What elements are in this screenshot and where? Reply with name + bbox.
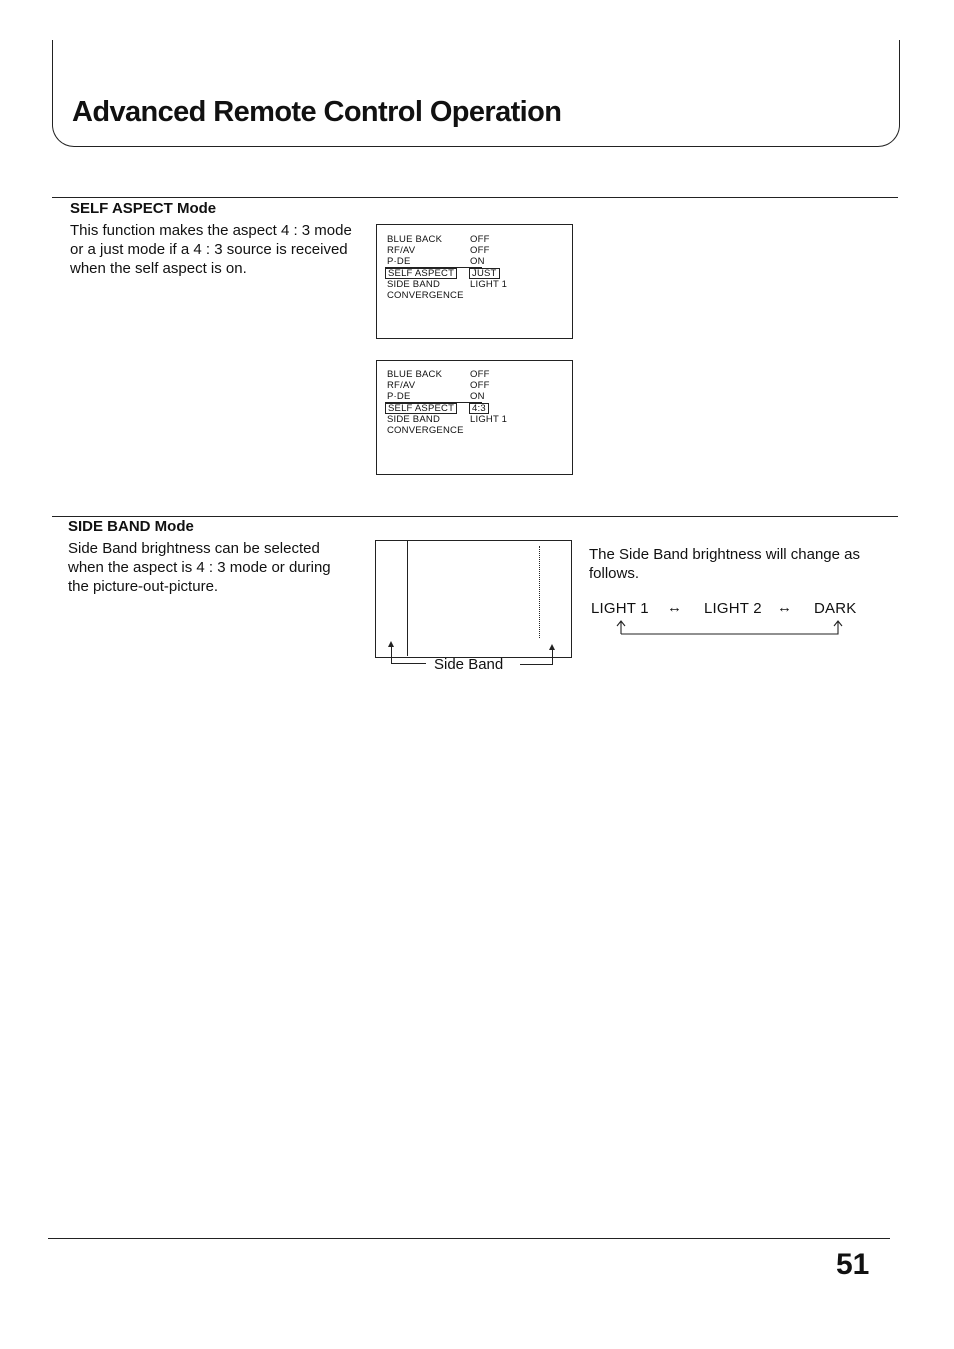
self-aspect-heading: SELF ASPECT Mode	[70, 200, 217, 217]
osd-row-self-aspect	[377, 403, 572, 414]
osd-value: LIGHT 1	[470, 414, 508, 425]
section-rule-self-aspect	[52, 197, 898, 198]
osd-row-p-de	[385, 256, 485, 268]
osd-menu-just	[376, 224, 573, 339]
tv-screen-diagram	[375, 540, 572, 658]
osd-row-convergence	[377, 290, 572, 301]
osd-label: BLUE BACK	[387, 234, 443, 245]
cycle-step-light1: LIGHT 1	[591, 600, 649, 617]
osd-value: 4:3	[469, 403, 489, 414]
osd-row-blue-back	[377, 369, 572, 380]
osd-label: SIDE BAND	[387, 279, 441, 290]
cycle-step-dark: DARK	[814, 600, 857, 617]
side-band-heading: SIDE BAND Mode	[68, 518, 194, 535]
osd-value: JUST	[469, 268, 500, 279]
osd-row-convergence	[377, 425, 572, 436]
left-band-pointer	[391, 646, 392, 663]
side-band-label: Side Band	[434, 656, 504, 673]
osd-label: CONVERGENCE	[387, 290, 464, 301]
header-frame	[52, 40, 900, 147]
osd-value: ON	[470, 256, 485, 267]
osd-label: SIDE BAND	[387, 414, 441, 425]
osd-label: P·DE	[387, 391, 411, 402]
osd-row-rf-av	[377, 245, 572, 256]
side-band-left-edge	[407, 541, 408, 656]
osd-row-side-band	[377, 414, 572, 425]
osd-row-blue-back	[377, 234, 572, 245]
osd-value: ON	[470, 391, 485, 402]
osd-row-p-de	[385, 391, 485, 403]
right-band-pointer	[552, 649, 553, 664]
page-title: Advanced Remote Control Operation	[72, 96, 562, 128]
cycle-arrow-2: ↔	[777, 599, 793, 616]
osd-row-side-band	[377, 279, 572, 290]
osd-row-rf-av	[377, 380, 572, 391]
osd-label: P·DE	[387, 256, 411, 267]
osd-label: SELF ASPECT	[385, 268, 457, 279]
side-band-right-edge	[539, 546, 540, 638]
osd-label: RF/AV	[387, 380, 416, 391]
osd-value: OFF	[470, 380, 490, 391]
footer-rule	[48, 1238, 890, 1239]
side-band-description: Side Band brightness can be selected when the aspect is 4 : 3 mode or during the picture-out-picture.	[68, 540, 331, 595]
right-band-pointer-foot	[520, 664, 553, 665]
osd-label: CONVERGENCE	[387, 425, 464, 436]
osd-menu-4-3	[376, 360, 573, 475]
osd-value: OFF	[470, 234, 490, 245]
osd-value: OFF	[470, 369, 490, 380]
page-number: 51	[836, 1248, 870, 1281]
osd-label: SELF ASPECT	[385, 403, 457, 414]
self-aspect-description: This function makes the aspect 4 : 3 mode or a just mode if a 4 : 3 source is received when the self aspect is on.	[70, 222, 352, 277]
osd-label: BLUE BACK	[387, 369, 443, 380]
cycle-step-light2: LIGHT 2	[704, 600, 762, 617]
osd-value: OFF	[470, 245, 490, 256]
left-band-pointer-foot	[391, 663, 426, 664]
osd-value: LIGHT 1	[470, 279, 508, 290]
osd-row-self-aspect	[377, 268, 572, 279]
cycle-return-arrow-icon	[612, 616, 848, 636]
section-rule-side-band	[52, 516, 898, 517]
cycle-arrow-1: ↔	[667, 599, 683, 616]
side-band-change-text: The Side Band brightness will change as follows.	[589, 546, 860, 582]
osd-label: RF/AV	[387, 245, 416, 256]
